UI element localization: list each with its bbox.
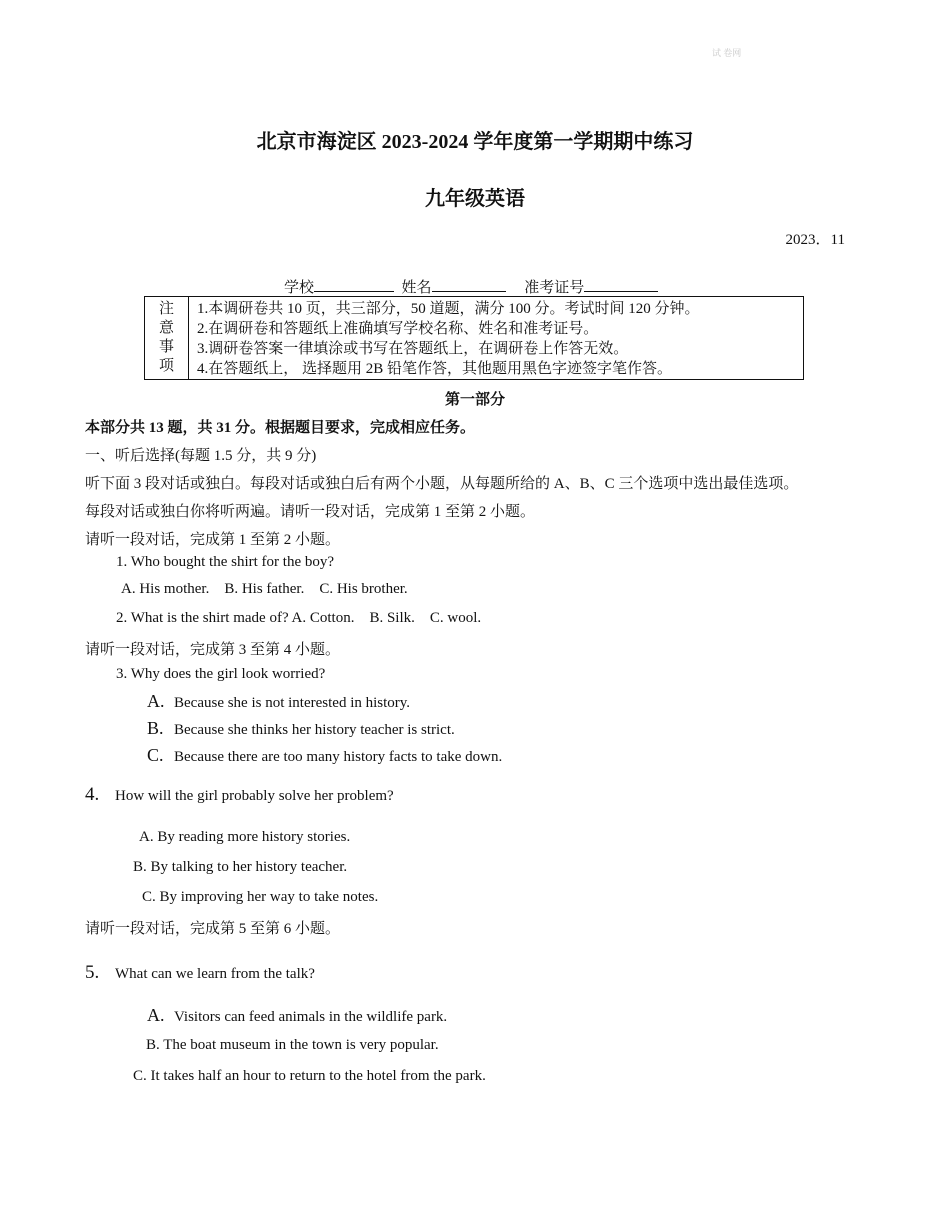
watermark: 试 卷网 (712, 48, 742, 58)
school-blank (314, 277, 394, 292)
question-5: 5. What can we learn from the talk? (85, 962, 315, 983)
question-1: 1. Who bought the shirt for the boy? (116, 554, 335, 570)
listening-prompt: 请听一段对话，完成第 1 至第 2 小题。 (85, 532, 341, 548)
question-4-option-a: A. By reading more history stories. (139, 829, 351, 845)
notice-item: 4.在答题纸上， 选择题用 2B 铅笔作答，其他题用黑色字迹签字笔作答。 (197, 361, 673, 377)
part-one-intro: 本部分共 13 题，共 31 分。根据题目要求，完成相应任务。 (85, 420, 476, 436)
question-3-option-b: B. Because she thinks her history teacher is strict. (147, 718, 455, 738)
name-label: 姓名 (401, 280, 432, 296)
question-3-option-c: C. Because there are too many history facts to take down. (147, 745, 503, 765)
notice-list (197, 299, 700, 379)
part-one-heading: 第一部分 (444, 392, 505, 408)
listening-prompt: 请听一段对话，完成第 5 至第 6 小题。 (85, 921, 341, 937)
instruction-line: 听下面 3 段对话或独白。每段对话或独白后有两个小题，从每题所给的 A、B、C 三个选项中选出最佳选项。 (85, 476, 799, 492)
question-5-option-b: B. The boat museum in the town is very popular. (146, 1037, 439, 1053)
student-info-line (284, 276, 658, 297)
question-5-option-c: C. It takes half an hour to return to the hotel from the park. (133, 1068, 486, 1084)
exam-id-label: 准考证号 (524, 280, 585, 296)
question-4-option-c: C. By improving her way to take notes. (142, 889, 379, 905)
listening-prompt: 请听一段对话，完成第 3 至第 4 小题。 (85, 642, 341, 658)
school-label: 学校 (284, 280, 315, 296)
name-blank (432, 277, 506, 292)
notice-label: 注 意 事 项 (145, 297, 189, 379)
exam-title: 北京市海淀区 2023-2024 学年度第一学期期中练习 (256, 131, 694, 153)
notice-item: 1.本调研卷共 10 页，共三部分，50 道题，满分 100 分。考试时间 120 分钟。 (197, 301, 700, 317)
notice-box (144, 296, 804, 380)
question-4-option-b: B. By talking to her history teacher. (133, 859, 348, 875)
section-title: 一、听后选择(每题 1.5 分，共 9 分) (85, 448, 317, 464)
question-3-option-a: A. Because she is not interested in history. (147, 691, 411, 711)
question-4: 4. How will the girl probably solve her problem? (85, 784, 394, 805)
exam-date: 2023．11 (785, 232, 845, 248)
notice-item: 2.在调研卷和答题纸上准确填写学校名称、姓名和准考证号。 (197, 321, 599, 337)
exam-subject: 九年级英语 (425, 188, 525, 210)
question-3: 3. Why does the girl look worried? (116, 666, 326, 682)
exam-id-blank (584, 277, 658, 292)
question-2: 2. What is the shirt made of? A. Cotton. B. Silk. C. wool. (116, 610, 482, 626)
instruction-line: 每段对话或独白你将听两遍。请听一段对话，完成第 1 至第 2 小题。 (85, 504, 536, 520)
question-1-options: A. His mother. B. His father. C. His brother. (121, 581, 408, 597)
notice-item: 3.调研卷答案一律填涂或书写在答题纸上，在调研卷上作答无效。 (197, 341, 629, 357)
question-5-option-a: A. Visitors can feed animals in the wildlife park. (147, 1005, 448, 1025)
